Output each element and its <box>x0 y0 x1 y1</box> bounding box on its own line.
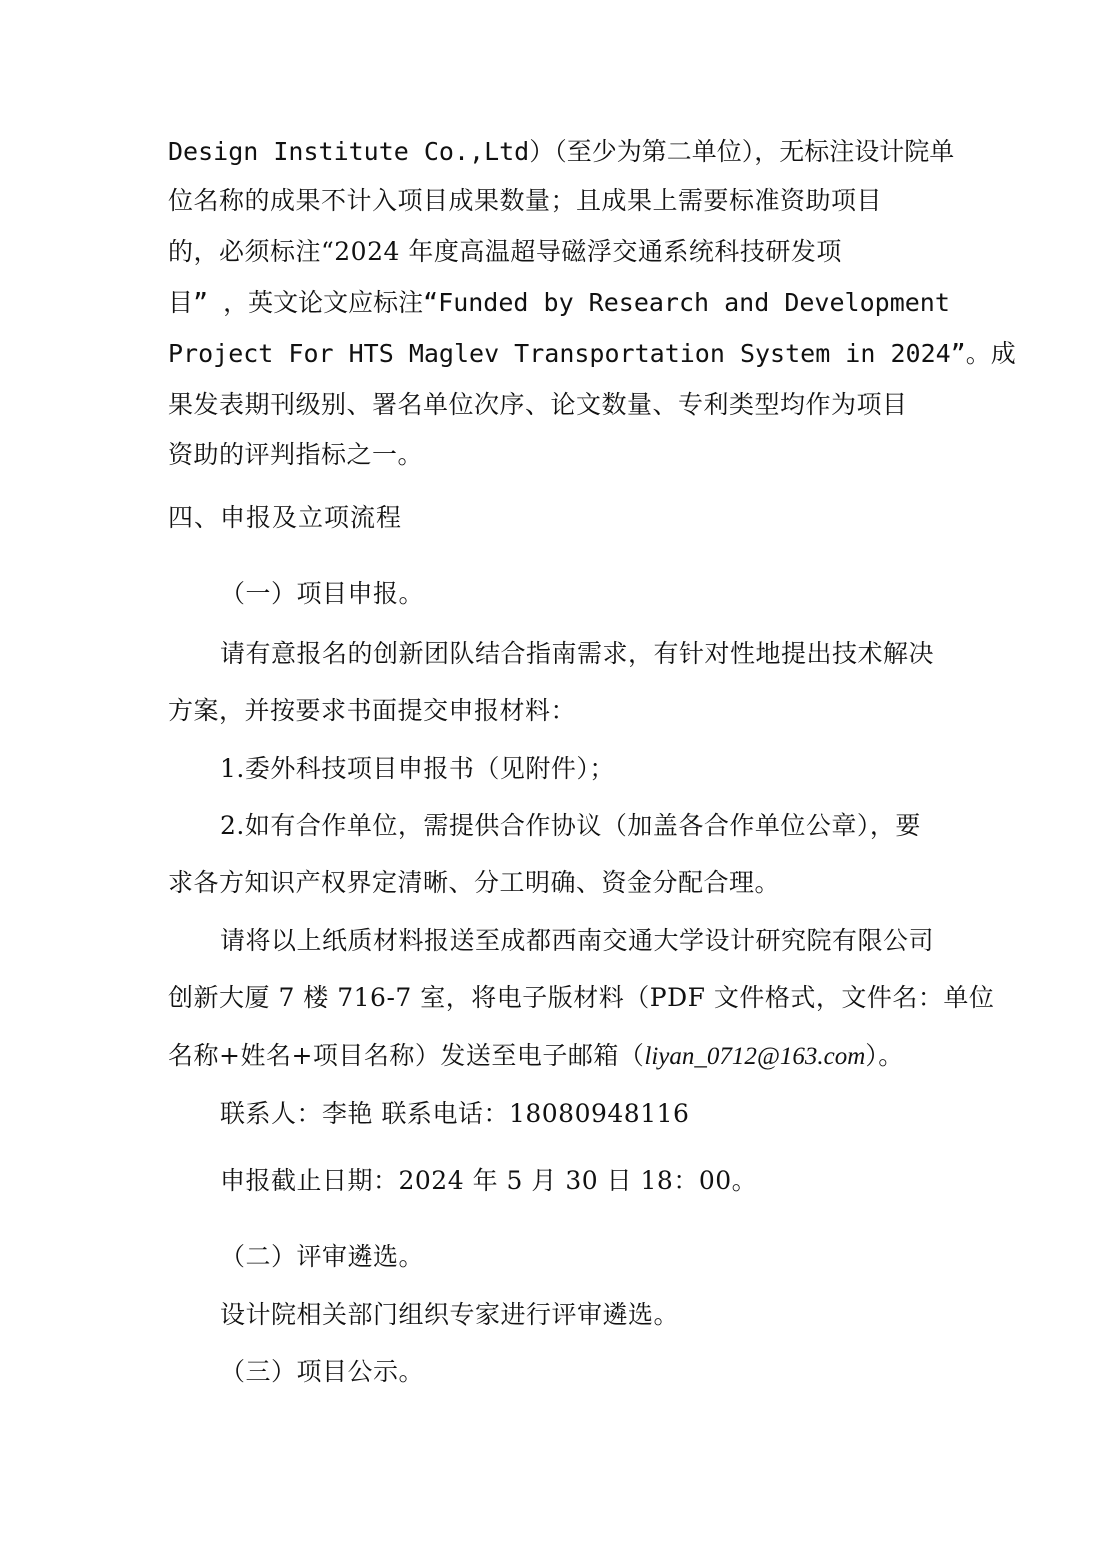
submit-paragraph-line-3 <box>168 1039 904 1074</box>
submit-text-prefix: 名称+姓名+项目名称）发送至电子邮箱（ <box>168 1041 645 1070</box>
paragraph-line-3: 的，必须标注“2024 年度高温超导磁浮交通系统科技研发项 <box>168 237 842 266</box>
contact-line: 联系人：李艳 联系电话：18080948116 <box>220 1099 690 1128</box>
subsection-title-3: （三）项目公示。 <box>220 1357 425 1386</box>
apply-paragraph-line-2: 方案，并按要求书面提交申报材料： <box>168 696 577 725</box>
paragraph-line-2: 位名称的成果不计入项目成果数量；且成果上需要标准资助项目 <box>168 186 883 215</box>
deadline-line: 申报截止日期：2024 年 5 月 30 日 18：00。 <box>220 1166 758 1195</box>
list-item-2-line-2: 求各方知识产权界定清晰、分工明确、资金分配合理。 <box>168 868 781 897</box>
list-item-1: 1.委外科技项目申报书（见附件）； <box>220 754 615 783</box>
list-item-2-line-1: 2.如有合作单位，需提供合作协议（加盖各合作单位公章），要 <box>220 811 921 840</box>
submit-paragraph-line-2: 创新大厦 7 楼 716-7 室，将电子版材料（PDF 文件格式，文件名：单位 <box>168 983 995 1012</box>
paragraph-line-6: 果发表期刊级别、署名单位次序、论文数量、专利类型均作为项目 <box>168 390 908 419</box>
apply-paragraph-line-1: 请有意报名的创新团队结合指南需求，有针对性地提出技术解决 <box>220 639 935 668</box>
section-heading: 四、申报及立项流程 <box>168 503 403 532</box>
submit-paragraph-line-1: 请将以上纸质材料报送至成都西南交通大学设计研究院有限公司 <box>220 926 935 955</box>
email-address[interactable]: liyan_0712@163.com <box>644 1043 866 1070</box>
submit-text-suffix: ）。 <box>865 1041 904 1070</box>
paragraph-line-5: Project For HTS Maglev Transportation System in 2024”。成 <box>168 339 1016 368</box>
subsection-title-1: （一）项目申报。 <box>220 579 425 608</box>
subsection-title-2: （二）评审遴选。 <box>220 1242 425 1271</box>
review-paragraph: 设计院相关部门组织专家进行评审遴选。 <box>220 1300 680 1329</box>
paragraph-line-4: 目” ，英文论文应标注“Funded by Research and Development <box>168 288 950 317</box>
paragraph-line-7: 资助的评判指标之一。 <box>168 440 424 469</box>
paragraph-line-1: Design Institute Co.,Ltd）（至少为第二单位），无标注设计院单 <box>168 137 955 166</box>
